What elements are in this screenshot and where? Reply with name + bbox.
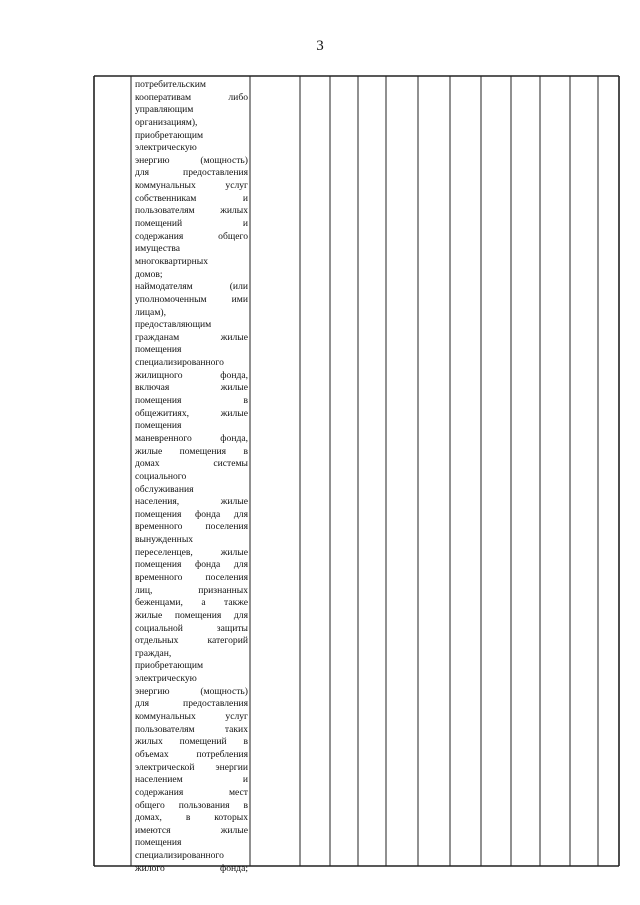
cell-text-line: включая жилые [135,382,248,394]
cell-text-line: помещения [135,344,182,356]
cell-text-line: потребительским [135,79,206,90]
cell-text-line: домах системы [135,458,248,470]
cell-text-line: отдельных категорий [135,635,248,647]
cell-text-line: беженцами, а также [135,597,248,609]
cell-text-line: населением и [135,774,248,786]
cell-text-line: общего пользования в [135,799,248,811]
cell-text-line: граждан, [135,647,172,659]
cell-text-line: временного поселения [135,521,248,533]
cell-text-line: коммунальных услуг [135,180,248,192]
cell-text-line: лицам), [135,306,166,318]
cell-text-line: помещения [135,420,182,432]
cell-text-line: жилого фонда; [135,862,248,874]
cell-text-line: гражданам жилые [135,331,248,343]
cell-text-line: для предоставления [135,698,248,710]
cell-text-line: помещения фонда для [135,508,248,520]
cell-text-line: помещения [135,837,182,849]
cell-text-line: имеются жилые [135,824,248,836]
cell-text-line: управляющим [135,104,194,116]
cell-text-line: для предоставления [135,167,248,179]
cell-text-line: общежитиях, жилые [135,407,248,419]
cell-text-line: электрической энергии [135,761,248,773]
cell-text-line: собственникам и [135,192,248,204]
cell-text-line: временного поселения [135,571,248,583]
cell-text-line: энергию (мощность) [135,154,248,166]
cell-text-line: электрическую [135,673,197,685]
cell-text-line: помещений и [135,218,248,230]
cell-text-line: социальной защиты [135,622,248,634]
cell-text-line: специализированного [135,850,224,862]
cell-text-line: населения, жилые [135,496,248,508]
page-number: 3 [316,38,324,54]
cell-text-line: домах, в которых [135,812,248,824]
cell-text-line: приобретающим [135,129,204,141]
cell-text-line: помещения фонда для [135,559,248,571]
cell-text-line: многоквартирных [135,255,208,267]
cell-text-line: электрическую [135,142,197,154]
cell-text-line: пользователям таких [135,723,248,735]
cell-text-line: энергию (мощность) [135,685,248,697]
cell-text-line: имущества [135,243,180,255]
cell-text-line: пользователям жилых [135,205,248,217]
cell-text-line: помещения в [135,395,248,407]
cell-text-line: коммунальных услуг [135,711,248,723]
cell-text-line: жилищного фонда, [135,369,248,381]
cell-text-line: социального [135,470,187,482]
cell-text-line: маневренного фонда, [135,432,248,444]
cell-text-line: предоставляющим [135,319,212,331]
cell-text-line: организациям), [135,116,198,128]
description-cell [135,79,248,875]
cell-text-line: кооперативам либо [135,91,248,103]
cell-text-line: уполномоченным ими [135,293,248,305]
cell-text-line: объемах потребления [135,748,248,760]
cell-text-line: переселенцев, жилые [135,546,248,558]
cell-text-line: приобретающим [135,660,204,672]
cell-text-line: обслуживания [135,483,194,495]
cell-text-line: жилые помещения в [135,445,248,457]
cell-text-line: содержания мест [135,786,248,798]
cell-text-line: жилых помещений в [135,736,248,748]
cell-text-line: домов; [135,268,163,280]
cell-text-line: содержания общего [135,230,248,242]
cell-text-line: специализированного [135,357,224,369]
cell-text-line: лиц, признанных [135,584,248,596]
cell-text-line: наймодателям (или [135,281,248,293]
cell-text-line: вынужденных [135,534,194,546]
cell-text-line: жилые помещения для [135,609,248,621]
